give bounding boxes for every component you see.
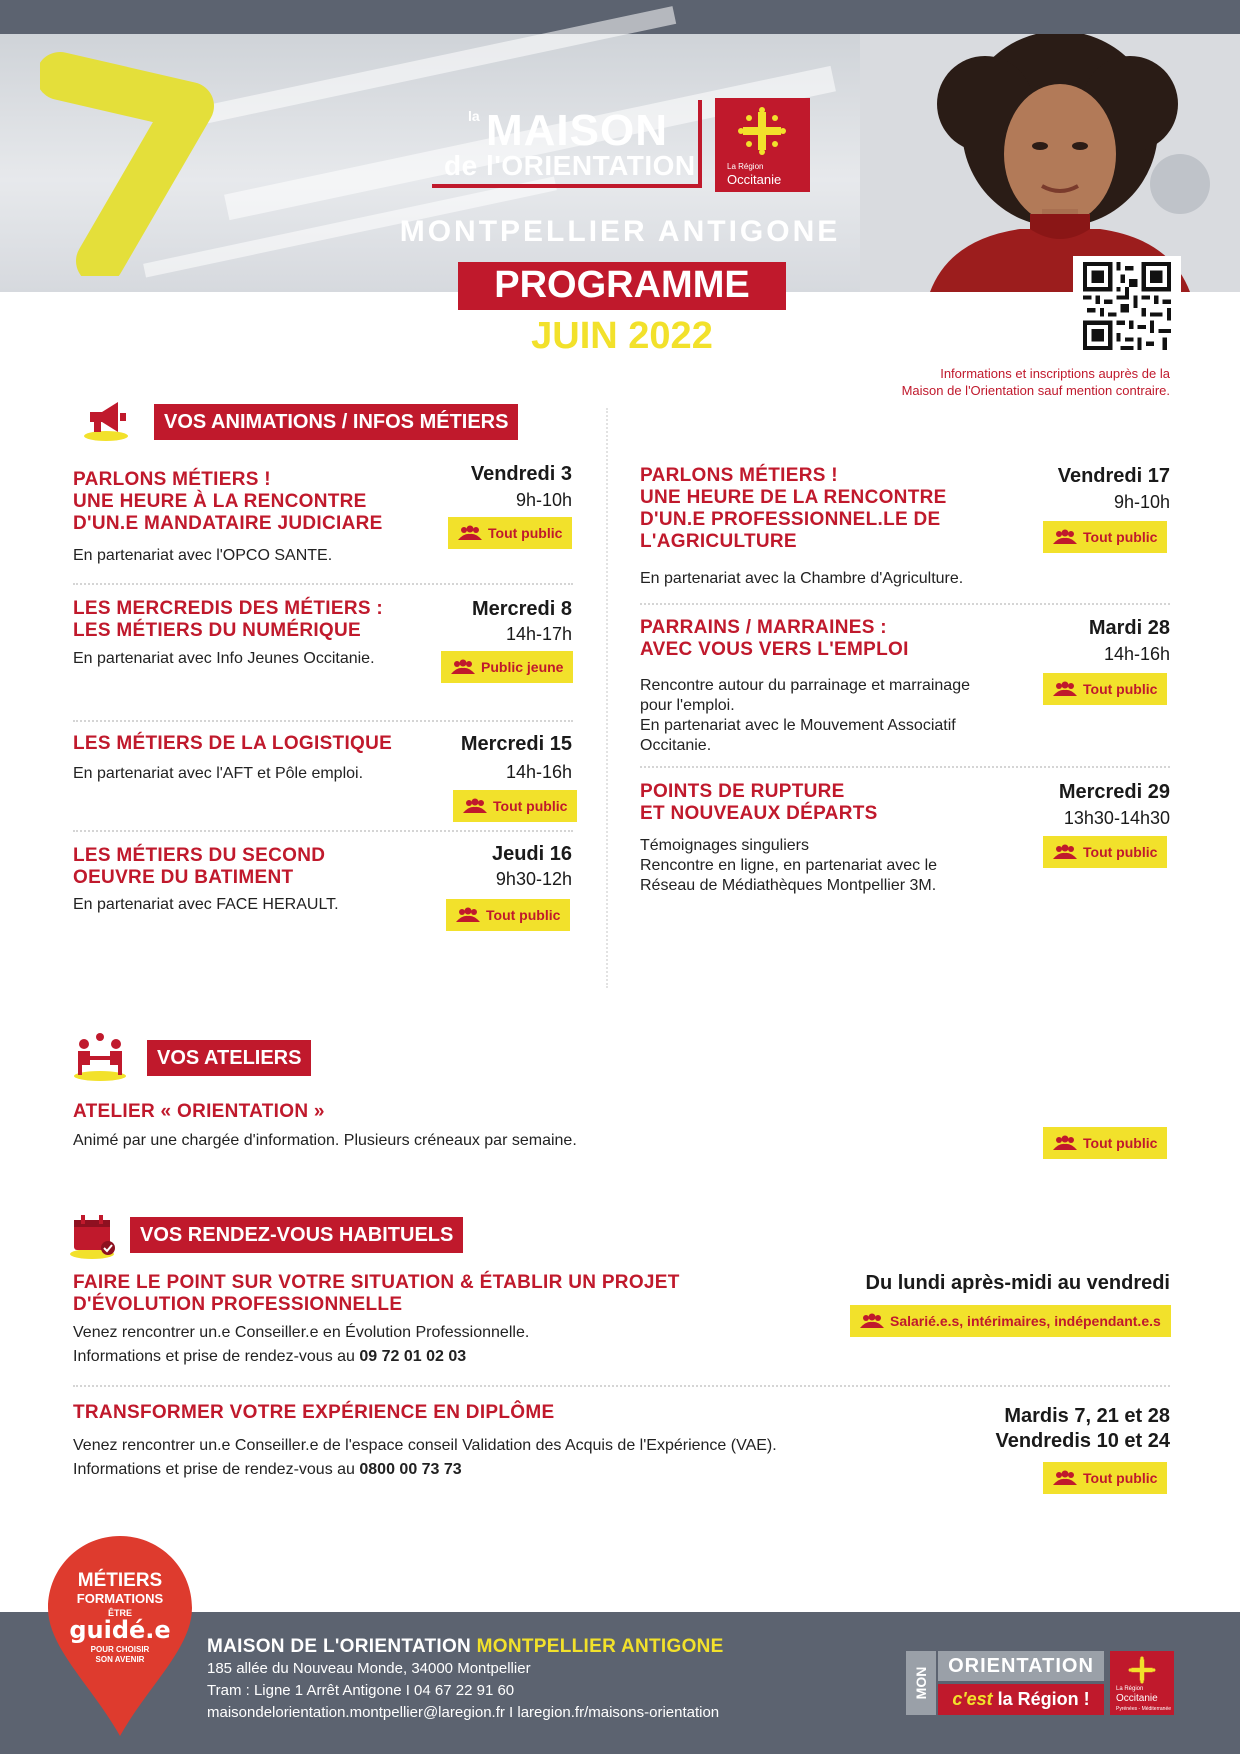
occitan-cross-icon	[1128, 1656, 1156, 1684]
event-title: LES MERCREDIS DES MÉTIERS : LES MÉTIERS DU NUMÉRIQUE	[73, 598, 384, 641]
region-occitanie-logo-small: La Région Occitanie Pyrénées - Méditerranée	[1110, 1651, 1174, 1715]
footer-tram-phone: Tram : Ligne 1 Arrêt Antigone I 04 67 22 91 60	[207, 1682, 515, 1699]
rdv-title: FAIRE LE POINT SUR VOTRE SITUATION & ÉTABLIR UN PROJET D'ÉVOLUTION PROFESSIONNELLE	[73, 1272, 680, 1315]
footer-contact-links[interactable]: maisondelorientation.montpellier@laregion.fr I laregion.fr/maisons-orientation	[207, 1704, 720, 1721]
event-time: 13h30-14h30	[1063, 808, 1170, 828]
event-title: LES MÉTIERS DU SECOND OEUVRE DU BATIMENT	[73, 845, 326, 888]
event-description: En partenariat avec FACE HERAULT.	[73, 896, 339, 913]
event-time: 9h30-12h	[495, 869, 572, 889]
event-time: 9h-10h	[515, 490, 572, 510]
atelier-description: Animé par une chargée d'information. Plusieurs créneaux par semaine.	[73, 1132, 577, 1149]
people-icon	[458, 525, 482, 541]
pin-text-son-avenir: SON AVENIR	[95, 1655, 145, 1664]
people-icon	[860, 1313, 884, 1329]
atelier-title: ATELIER « ORIENTATION »	[73, 1101, 325, 1122]
rdv-date: Mardis 7, 21 et 28 Vendredis 10 et 24	[995, 1405, 1170, 1452]
mon-block: MON	[906, 1651, 936, 1715]
event-time: 14h-16h	[505, 762, 572, 782]
rdv-title: TRANSFORMER VOTRE EXPÉRIENCE EN DIPLÔME	[73, 1402, 555, 1423]
section-rdv-title: VOS RENDEZ-VOUS HABITUELS	[130, 1217, 463, 1253]
audience-badge: Tout public	[448, 517, 572, 549]
people-icon	[456, 907, 480, 923]
event-time: 9h-10h	[1113, 492, 1170, 512]
footer-org-name: MAISON DE L'ORIENTATION MONTPELLIER ANTIGONE	[207, 1636, 724, 1657]
event-date: Jeudi 16	[491, 843, 572, 865]
event-description: Témoignages singuliers Rencontre en ligne, en partenariat avec le Réseau de Médiathèques Montpellier 3M.	[640, 837, 938, 894]
rdv-contact: Informations et prise de rendez-vous au 0800 00 73 73	[73, 1461, 462, 1478]
section-animations-title: VOS ANIMATIONS / INFOS MÉTIERS	[154, 404, 518, 440]
city-title: MONTPELLIER ANTIGONE	[399, 215, 841, 248]
pin-text-pour-choisir: POUR CHOISIR	[90, 1645, 150, 1654]
event-title: PARLONS MÉTIERS ! UNE HEURE DE LA RENCONTRE D'UN.E PROFESSIONNEL.LE DE L'AGRICULTURE	[640, 465, 947, 552]
event-description: En partenariat avec l'OPCO SANTE.	[73, 547, 333, 564]
audience-badge: Salarié.e.s, intérimaires, indépendant.e.s	[850, 1305, 1171, 1337]
audience-badge: Tout public	[446, 899, 570, 931]
info-note: Informations et inscriptions auprès de la Maison de l'Orientation sauf mention contraire.	[901, 366, 1170, 398]
separator	[640, 766, 1170, 768]
separator	[73, 720, 573, 722]
audience-badge: Tout public	[453, 790, 577, 822]
column-divider	[606, 408, 608, 988]
people-icon	[1053, 844, 1077, 860]
logo-orientation: de l'ORIENTATION	[444, 150, 696, 181]
people-icon	[1053, 1135, 1077, 1151]
qr-code[interactable]	[1073, 256, 1181, 356]
audience-badge: Tout public	[1043, 1127, 1167, 1159]
people-icon	[1053, 529, 1077, 545]
rdv-description: Venez rencontrer un.e Conseiller.e en Évolution Professionnelle.	[73, 1324, 530, 1341]
region-name-label: Occitanie	[727, 172, 782, 187]
event-title: POINTS DE RUPTURE ET NOUVEAUX DÉPARTS	[640, 781, 878, 824]
logo-maison: MAISON	[486, 106, 668, 155]
event-date: Mercredi 8	[471, 598, 572, 620]
audience-badge: Tout public	[1043, 836, 1167, 868]
region-occitanie-logo	[715, 98, 810, 192]
pin-text-formations: FORMATIONS	[76, 1591, 164, 1606]
audience-badge: Tout public	[1043, 1462, 1167, 1494]
event-date: Vendredi 17	[1057, 465, 1170, 487]
portrait-image	[860, 34, 1240, 292]
audience-badge: Tout public	[1043, 673, 1167, 705]
audience-badge: Public jeune	[441, 651, 573, 683]
orientation-block: ORIENTATION	[938, 1651, 1104, 1681]
event-description: En partenariat avec la Chambre d'Agriculture.	[640, 570, 964, 587]
footer-address: 185 allée du Nouveau Monde, 34000 Montpellier	[207, 1660, 531, 1677]
event-date: Mardi 28	[1088, 617, 1170, 639]
event-date: Mercredi 29	[1058, 781, 1170, 803]
phone-number[interactable]: 09 72 01 02 03	[359, 1348, 467, 1365]
audience-badge: Tout public	[1043, 521, 1167, 553]
occitan-cross-icon	[737, 106, 787, 156]
event-time: 14h-16h	[1103, 644, 1170, 664]
mon-orientation-logo	[906, 1651, 1176, 1715]
phone-number[interactable]: 0800 00 73 73	[359, 1461, 462, 1478]
event-description: En partenariat avec l'AFT et Pôle emploi.	[73, 765, 364, 782]
programme-title: PROGRAMME	[494, 264, 750, 306]
separator	[73, 1385, 1170, 1387]
event-date: Mercredi 15	[460, 733, 572, 755]
megaphone-icon	[84, 398, 132, 442]
region-small-label: La Région	[727, 162, 764, 171]
calendar-icon	[70, 1212, 118, 1260]
event-title: PARLONS MÉTIERS ! UNE HEURE À LA RENCONTRE D'UN.E MANDATAIRE JUDICIARE	[73, 469, 383, 534]
event-title: LES MÉTIERS DE LA LOGISTIQUE	[73, 733, 393, 754]
rdv-description: Venez rencontrer un.e Conseiller.e de l'espace conseil Validation des Acquis de l'Expérience (VAE).	[73, 1437, 777, 1454]
event-description: Rencontre autour du parrainage et marrainage pour l'emploi. En partenariat avec le Mouvement Associatif Occitanie.	[640, 677, 970, 754]
pin-text-metiers: MÉTIERS	[77, 1570, 163, 1591]
logo-la: la	[468, 108, 480, 124]
month-title: JUIN 2022	[531, 315, 713, 357]
people-icon	[1053, 681, 1077, 697]
people-icon	[451, 659, 475, 675]
event-description: En partenariat avec Info Jeunes Occitanie.	[73, 650, 375, 667]
separator	[73, 583, 573, 585]
workshop-icon	[72, 1032, 128, 1082]
people-icon	[1053, 1470, 1077, 1486]
event-time: 14h-17h	[505, 624, 572, 644]
people-icon	[463, 798, 487, 814]
cest-la-region-block: c'est la Région !	[938, 1684, 1104, 1715]
separator	[640, 603, 1170, 605]
rdv-contact: Informations et prise de rendez-vous au 09 72 01 02 03	[73, 1348, 467, 1365]
pin-text-guidee: guidé.e	[69, 1616, 171, 1644]
pin-text-etre: ÊTRE	[107, 1608, 132, 1618]
event-title: PARRAINS / MARRAINES : AVEC VOUS VERS L'EMPLOI	[640, 617, 909, 660]
rdv-date: Du lundi après-midi au vendredi	[865, 1272, 1170, 1294]
event-date: Vendredi 3	[470, 463, 572, 485]
separator	[73, 830, 573, 832]
section-ateliers-title: VOS ATELIERS	[147, 1040, 311, 1076]
